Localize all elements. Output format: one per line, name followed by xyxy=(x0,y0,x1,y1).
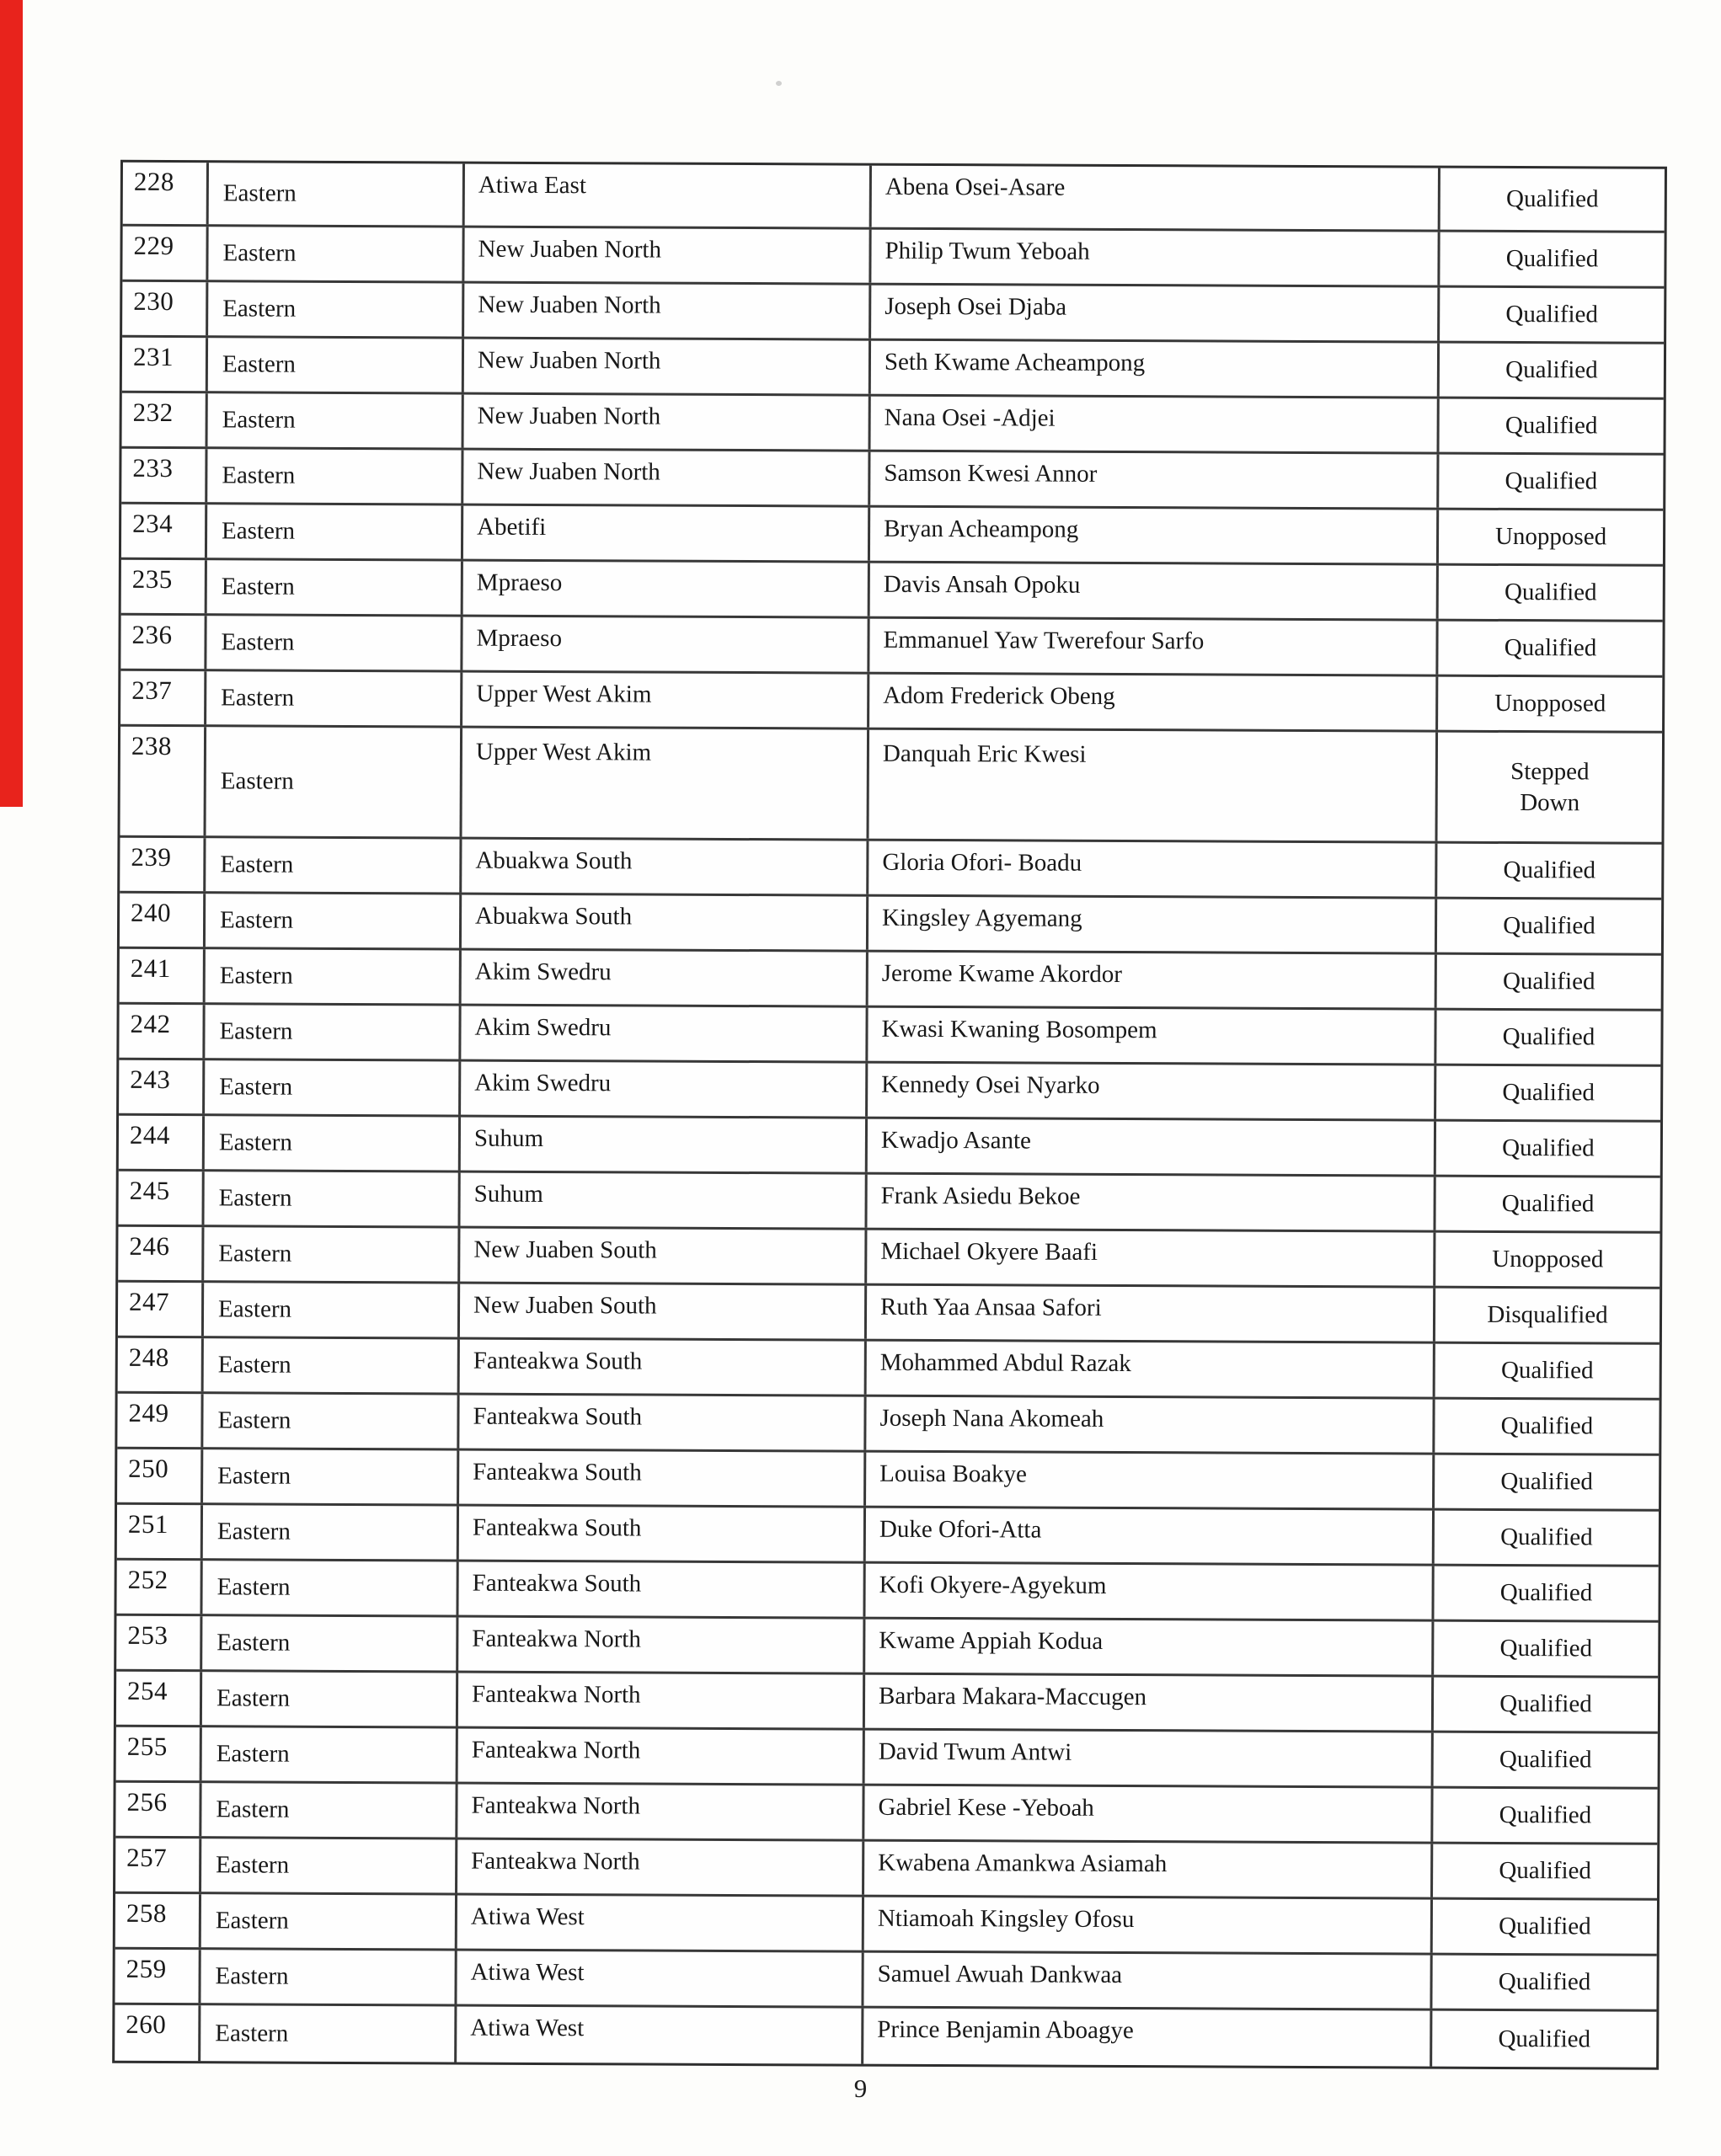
cell-region: Eastern xyxy=(204,727,461,836)
table-row xyxy=(115,1838,1657,1901)
cell-candidate-name: Jerome Kwame Akordor xyxy=(866,953,1435,1008)
cell-candidate-name: Seth Kwame Acheampong xyxy=(869,341,1437,397)
cell-constituency: Akim Swedru xyxy=(458,1006,865,1061)
cell-constituency: Fanteakwa South xyxy=(457,1451,863,1506)
cell-candidate-name: Bryan Acheampong xyxy=(868,508,1436,563)
cell-region: Eastern xyxy=(199,1894,455,1948)
cell-candidate-name: Ntiamoah Kingsley Ofosu xyxy=(862,1897,1430,1953)
cell-constituency: Atiwa East xyxy=(462,164,869,227)
cell-candidate-name: Michael Okyere Baafi xyxy=(864,1230,1433,1286)
cell-serial-number: 239 xyxy=(131,841,172,873)
cell-status: Qualified xyxy=(1432,1400,1659,1454)
cell-status: Qualified xyxy=(1430,1844,1657,1898)
cell-candidate-name: Joseph Nana Akomeah xyxy=(863,1397,1432,1453)
table-row xyxy=(123,163,1665,233)
cell-constituency: New Juaben South xyxy=(457,1229,864,1283)
cell-region: Eastern xyxy=(206,227,462,280)
cell-constituency: Upper West Akim xyxy=(460,673,867,728)
cell-serial-number: 234 xyxy=(132,508,174,539)
cell-status: Qualified xyxy=(1435,622,1662,675)
cell-constituency: Upper West Akim xyxy=(460,728,868,839)
cell-serial-number: 257 xyxy=(126,1842,168,1873)
book-edge-red-strip xyxy=(0,0,23,807)
cell-region: Eastern xyxy=(203,838,459,892)
cell-serial-number: 242 xyxy=(130,1008,171,1039)
table-row xyxy=(120,894,1661,956)
cell-serial-number: 245 xyxy=(129,1175,170,1206)
scanned-page xyxy=(112,160,1667,2070)
table-row xyxy=(120,727,1662,845)
table-row xyxy=(121,504,1663,567)
cell-region: Eastern xyxy=(206,282,462,336)
cell-serial-number: 252 xyxy=(127,1564,168,1595)
cell-candidate-name: Nana Osei -Adjei xyxy=(869,397,1437,452)
table-row xyxy=(118,1338,1660,1401)
cell-constituency: Atiwa West xyxy=(455,1896,862,1951)
cell-serial-number: 230 xyxy=(133,286,174,317)
cell-constituency: Abetifi xyxy=(461,506,868,561)
cell-serial-number: 237 xyxy=(131,675,173,706)
table-row xyxy=(120,949,1661,1011)
cell-serial-number: 244 xyxy=(129,1119,171,1150)
cell-region: Eastern xyxy=(201,1283,457,1337)
cell-candidate-name: David Twum Antwi xyxy=(863,1731,1431,1786)
cell-serial-number: 238 xyxy=(131,730,173,761)
cell-candidate-name: Kingsley Agyemang xyxy=(866,897,1435,953)
cell-status: Unopposed xyxy=(1436,510,1663,564)
cell-region: Eastern xyxy=(200,1561,456,1614)
cell-constituency: Suhum xyxy=(457,1173,864,1228)
cell-serial-number: 243 xyxy=(130,1064,171,1095)
cell-region: Eastern xyxy=(200,1449,457,1503)
cell-constituency: Fanteakwa North xyxy=(455,1840,862,1895)
table-row xyxy=(116,1561,1658,1623)
cell-region: Eastern xyxy=(200,1505,457,1559)
cell-status: Qualified xyxy=(1438,168,1665,231)
cell-candidate-name: Ruth Yaa Ansaa Safori xyxy=(864,1286,1433,1342)
cell-status: Qualified xyxy=(1434,1122,1660,1176)
cell-region: Eastern xyxy=(202,1005,458,1059)
cell-status: Qualified xyxy=(1431,1566,1658,1620)
cell-candidate-name: Kwame Appiah Kodua xyxy=(863,1620,1431,1675)
table-row xyxy=(119,1116,1660,1178)
cell-status: Qualified xyxy=(1435,955,1661,1009)
cell-constituency: New Juaben North xyxy=(462,339,869,394)
cell-candidate-name: Davis Ansah Opoku xyxy=(868,563,1436,619)
cell-serial-number: 249 xyxy=(128,1397,169,1428)
cell-constituency: Atiwa West xyxy=(454,1951,861,2006)
table-row xyxy=(116,1672,1658,1734)
cell-candidate-name: Duke Ofori-Atta xyxy=(863,1508,1432,1564)
cell-candidate-name: Kwabena Amankwa Asiamah xyxy=(862,1842,1430,1897)
table-row xyxy=(115,2005,1656,2068)
cell-constituency: Abuakwa South xyxy=(459,895,866,950)
cell-serial-number: 246 xyxy=(129,1230,170,1262)
table-row xyxy=(122,393,1664,456)
cell-candidate-name: Kwasi Kwaning Bosompem xyxy=(865,1008,1434,1064)
cell-constituency: Fanteakwa North xyxy=(456,1618,863,1673)
cell-region: Eastern xyxy=(205,504,461,558)
table-row xyxy=(118,1227,1660,1289)
cell-status: Qualified xyxy=(1431,1622,1658,1676)
cell-candidate-name: Frank Asiedu Bekoe xyxy=(864,1175,1433,1230)
cell-status: Qualified xyxy=(1430,2011,1656,2068)
cell-serial-number: 259 xyxy=(126,1953,167,1984)
cell-serial-number: 233 xyxy=(132,452,174,483)
cell-status: Unopposed xyxy=(1433,1233,1660,1287)
cell-status: Qualified xyxy=(1432,1511,1659,1565)
cell-serial-number: 229 xyxy=(133,230,174,261)
cell-serial-number: 236 xyxy=(131,619,173,650)
cell-region: Eastern xyxy=(206,338,462,392)
cell-candidate-name: Philip Twum Yeboah xyxy=(869,230,1437,286)
table-row xyxy=(116,1727,1658,1790)
cell-region: Eastern xyxy=(198,2005,454,2062)
cell-candidate-name: Emmanuel Yaw Twerefour Sarfo xyxy=(867,619,1435,675)
cell-status: Qualified xyxy=(1433,1344,1660,1398)
cell-region: Eastern xyxy=(203,949,459,1003)
cell-region: Eastern xyxy=(205,449,461,503)
cell-serial-number: 260 xyxy=(126,2009,167,2040)
table-row xyxy=(115,1950,1656,2012)
cell-region: Eastern xyxy=(202,1060,458,1114)
cell-constituency: Suhum xyxy=(458,1118,865,1172)
cell-candidate-name: Samuel Awuah Dankwaa xyxy=(861,1953,1430,2009)
cell-candidate-name: Adom Frederick Obeng xyxy=(867,675,1435,730)
cell-candidate-name: Samson Kwesi Annor xyxy=(868,452,1436,508)
cell-candidate-name: Abena Osei-Asare xyxy=(869,166,1438,230)
cell-region: Eastern xyxy=(201,1171,457,1225)
cell-candidate-name: Danquah Eric Kwesi xyxy=(866,730,1435,841)
cell-serial-number: 256 xyxy=(126,1786,168,1817)
cell-status: Unopposed xyxy=(1435,677,1662,731)
table-row xyxy=(120,838,1661,900)
table-row xyxy=(122,282,1664,344)
cell-status: Qualified xyxy=(1432,1455,1659,1509)
cell-status: Qualified xyxy=(1430,1789,1657,1843)
table-row xyxy=(122,338,1664,400)
cell-serial-number: 231 xyxy=(132,341,174,372)
cell-serial-number: 235 xyxy=(131,563,173,595)
cell-candidate-name: Kwadjo Asante xyxy=(865,1119,1434,1175)
cell-constituency: Fanteakwa North xyxy=(456,1673,863,1728)
table-row xyxy=(121,449,1663,511)
cell-region: Eastern xyxy=(204,671,460,725)
cell-region: Eastern xyxy=(206,163,462,225)
cell-constituency: Fanteakwa South xyxy=(457,1396,863,1450)
cell-status: Qualified xyxy=(1436,566,1663,620)
table-row xyxy=(120,671,1662,734)
table-row xyxy=(116,1616,1658,1678)
cell-serial-number: 247 xyxy=(129,1286,170,1317)
cell-region: Eastern xyxy=(201,1227,457,1281)
table-row xyxy=(118,1171,1660,1234)
cell-constituency: Akim Swedru xyxy=(459,951,866,1006)
cell-constituency: Akim Swedru xyxy=(458,1062,865,1117)
cell-candidate-name: Gabriel Kese -Yeboah xyxy=(862,1786,1430,1842)
cell-region: Eastern xyxy=(200,1616,456,1670)
candidates-table xyxy=(112,160,1667,2070)
cell-status: Qualified xyxy=(1433,1177,1660,1231)
cell-constituency: Atiwa West xyxy=(454,2007,861,2064)
cell-status: Qualified xyxy=(1434,1066,1660,1120)
cell-serial-number: 251 xyxy=(127,1508,169,1540)
cell-region: Eastern xyxy=(200,1727,456,1781)
cell-constituency: Fanteakwa South xyxy=(457,1507,863,1561)
cell-status: Qualified xyxy=(1437,344,1664,398)
cell-status: Qualified xyxy=(1436,455,1663,509)
cell-serial-number: 232 xyxy=(132,397,174,428)
cell-status: Qualified xyxy=(1431,1678,1658,1732)
cell-candidate-name: Gloria Ofori- Boadu xyxy=(866,841,1435,897)
cell-candidate-name: Kennedy Osei Nyarko xyxy=(865,1064,1434,1119)
table-row xyxy=(121,560,1663,622)
cell-region: Eastern xyxy=(201,1338,457,1392)
table-row xyxy=(122,227,1664,289)
cell-region: Eastern xyxy=(202,1116,458,1170)
scan-speck xyxy=(776,81,782,86)
cell-status: Qualified xyxy=(1435,844,1661,898)
cell-candidate-name: Barbara Makara-Maccugen xyxy=(863,1675,1431,1731)
cell-status: Qualified xyxy=(1431,1733,1658,1787)
cell-constituency: Fanteakwa South xyxy=(456,1562,863,1617)
cell-serial-number: 241 xyxy=(130,953,171,984)
cell-region: Eastern xyxy=(199,1838,455,1892)
cell-constituency: Abuakwa South xyxy=(459,840,866,894)
cell-region: Eastern xyxy=(199,1783,455,1837)
cell-region: Eastern xyxy=(205,560,461,614)
cell-serial-number: 248 xyxy=(128,1342,169,1373)
cell-serial-number: 240 xyxy=(131,897,172,928)
cell-constituency: Mpraeso xyxy=(460,617,867,672)
cell-region: Eastern xyxy=(203,894,459,947)
table-row xyxy=(120,616,1662,678)
cell-status: Qualified xyxy=(1437,399,1664,453)
cell-region: Eastern xyxy=(200,1394,457,1448)
cell-candidate-name: Joseph Osei Djaba xyxy=(869,286,1437,341)
cell-constituency: Fanteakwa North xyxy=(455,1785,862,1839)
cell-status: Stepped Down xyxy=(1435,733,1662,842)
cell-status: Qualified xyxy=(1430,1956,1656,2009)
cell-status: Qualified xyxy=(1437,232,1664,286)
cell-serial-number: 258 xyxy=(126,1897,168,1929)
cell-constituency: New Juaben South xyxy=(457,1284,864,1339)
cell-constituency: New Juaben North xyxy=(462,228,869,283)
cell-status: Qualified xyxy=(1434,1011,1660,1065)
cell-constituency: New Juaben North xyxy=(462,284,869,339)
table-row xyxy=(117,1505,1659,1567)
cell-candidate-name: Kofi Okyere-Agyekum xyxy=(863,1564,1431,1620)
table-row xyxy=(115,1783,1657,1845)
cell-candidate-name: Louisa Boakye xyxy=(863,1453,1432,1508)
cell-serial-number: 250 xyxy=(128,1453,169,1484)
cell-constituency: Fanteakwa South xyxy=(457,1340,864,1395)
cell-constituency: Fanteakwa North xyxy=(456,1729,863,1784)
cell-status: Disqualified xyxy=(1433,1289,1660,1342)
cell-status: Qualified xyxy=(1430,1900,1657,1954)
table-row xyxy=(118,1283,1660,1345)
page-number: 9 xyxy=(853,2073,868,2103)
table-row xyxy=(119,1060,1660,1123)
table-row xyxy=(117,1394,1659,1456)
cell-candidate-name: Mohammed Abdul Razak xyxy=(864,1342,1433,1397)
cell-region: Eastern xyxy=(206,393,462,447)
cell-candidate-name: Prince Benjamin Aboagye xyxy=(861,2009,1430,2067)
cell-serial-number: 228 xyxy=(133,166,174,197)
cell-constituency: New Juaben North xyxy=(461,451,868,505)
cell-constituency: New Juaben North xyxy=(462,395,869,450)
cell-serial-number: 253 xyxy=(127,1620,168,1651)
cell-serial-number: 255 xyxy=(126,1731,168,1762)
cell-constituency: Mpraeso xyxy=(461,562,868,616)
cell-status: Qualified xyxy=(1435,899,1661,953)
cell-status: Qualified xyxy=(1437,288,1664,342)
table-row xyxy=(119,1005,1660,1067)
cell-region: Eastern xyxy=(204,616,460,670)
cell-serial-number: 254 xyxy=(127,1675,168,1706)
cell-region: Eastern xyxy=(198,1950,454,2004)
cell-region: Eastern xyxy=(200,1672,456,1726)
table-row xyxy=(115,1894,1657,1956)
table-row xyxy=(117,1449,1659,1512)
